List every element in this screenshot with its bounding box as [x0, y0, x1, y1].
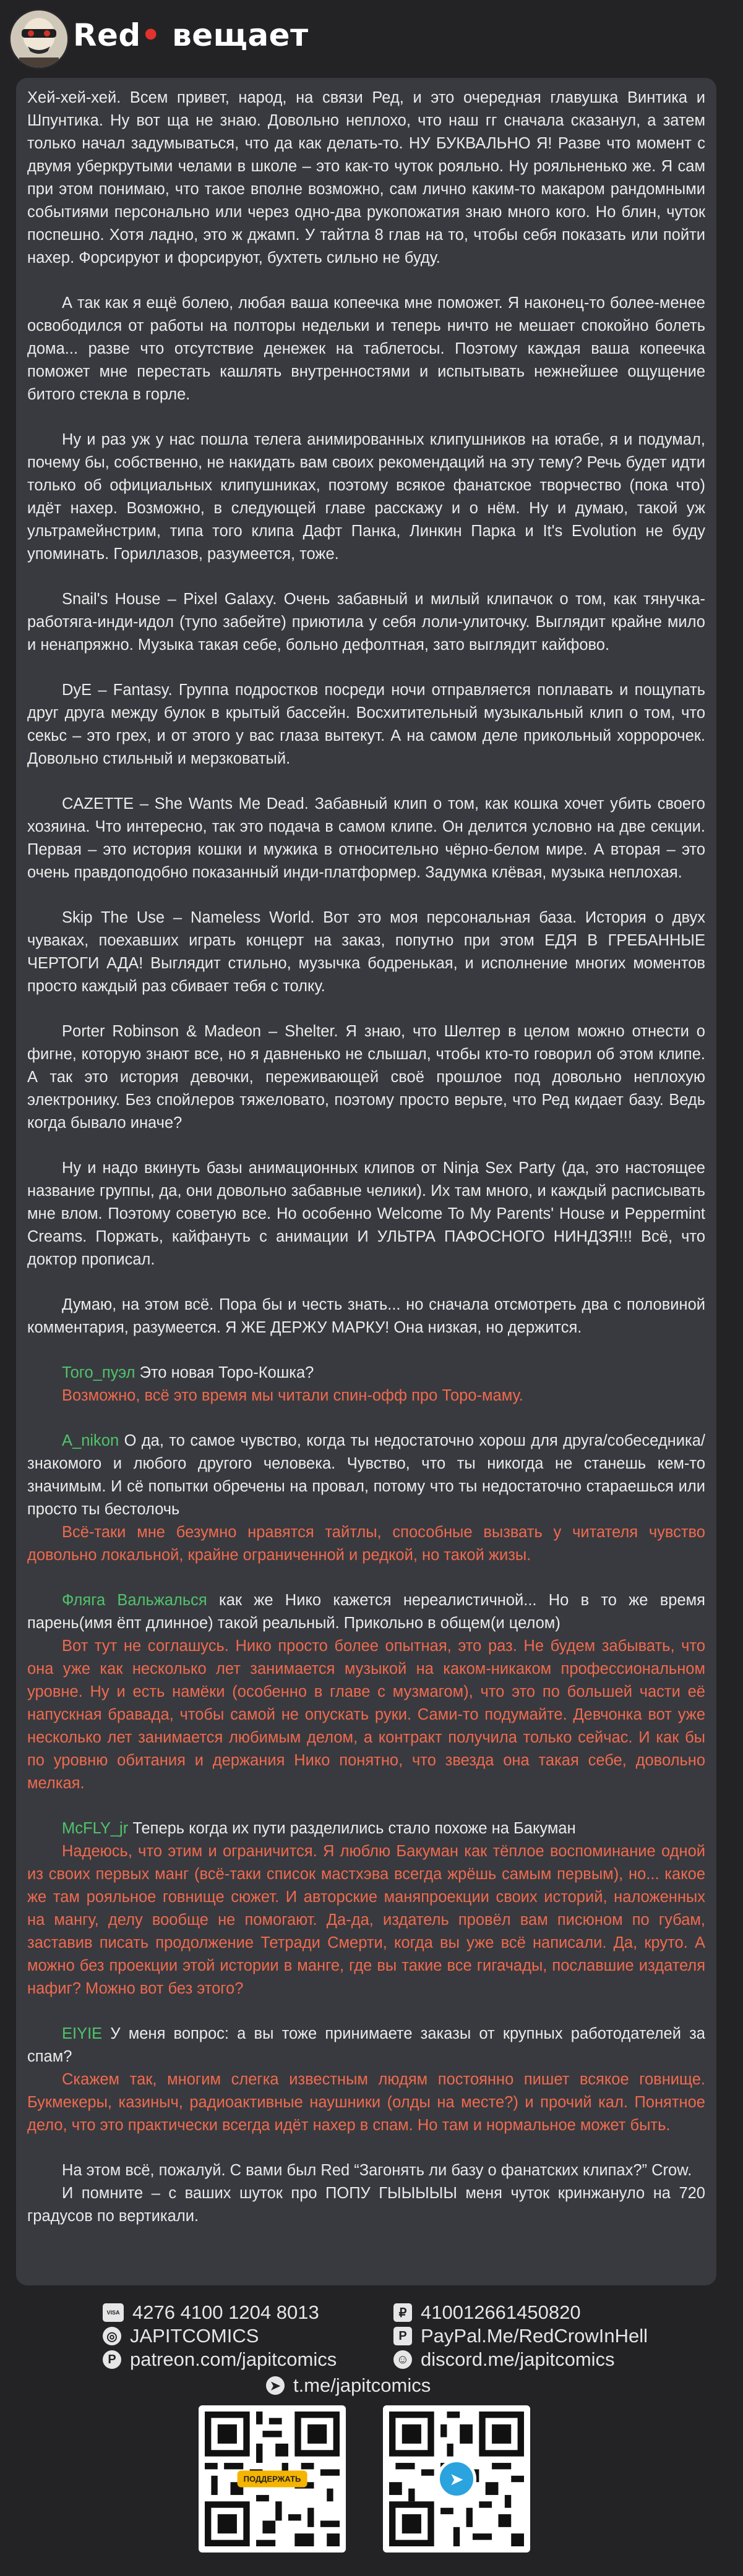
comment-answer: Возможно, всё это время мы читали спин-офф про Торо-маму.	[62, 1387, 523, 1404]
paragraph-clip-porter-robinson: Porter Robinson & Madeon – Shelter. Я знаю, что Шелтер в целом можно отнести о фигне, которую знают все, но я давненько не слышал, чтобы кто-то говорил об этом клипе. А так это история девочки, переживающей своё прошлое под довольно неплохую электронику. Без спойлеров тяжеловато, поэтому просто верьте, что Ред кидает базу. Ведь когда бывало иначе?	[27, 1023, 705, 1132]
qr-code-donate[interactable]	[199, 2405, 346, 2553]
comment-text: Теперь когда их пути разделились стало похоже на Бакуман	[132, 1820, 576, 1837]
wallet-number: 410012661450820	[421, 2301, 581, 2323]
page-header	[0, 0, 743, 73]
discord-row[interactable]	[393, 2348, 615, 2371]
paragraph-clip-ninja-sex-party: Ну и надо вкинуть базы анимационных клипов от Ninja Sex Party (да, это настоящее название группы, да, они довольно забавные челики). Их там много, и каждый расписывать мне влом. Поэтому советую все. Но особенно Welcome To My Parents' House и Peppermint Creams. Поржать, кайфануть с анимации И УЛЬТРА ПАФОСНОГО НИНДЗЯ!!! Всё, что доктор прописал.	[27, 1159, 705, 1268]
comment-question	[27, 1430, 705, 1521]
handle-text: JAPITCOMICS	[130, 2325, 259, 2347]
comment-text: У меня вопрос: а вы тоже принимаете заказы от крупных работодателей за спам?	[27, 2025, 705, 2065]
comment-block	[27, 1362, 705, 1407]
avatar	[9, 9, 69, 69]
handle-row	[103, 2325, 259, 2347]
comment-answer: Надеюсь, что этим и ограничится. Я люблю Бакуман как тёплое воспоминание одной из своих первых манг (всё-таки список мастхэва всегда жрёшь самым первым), но... какое же там рояльное говнище сюжет. И авторские маняпроекции своих историй, наложенных на мангу, делу вообще не помогают. Да-да, издатель провёл вам писюном по губам, заставив писать продолжение Тетради Смерти, когда вы уже всё написали. Да, круто. А можно без проекции этой истории в манге, где вы такие все гигачады, пославшие издателя нафиг? Можно вот без этого?	[27, 1843, 705, 1997]
paragraph-clips-intro: Ну и раз уж у нас пошла телега анимированных клипушников на ютабе, я и подумал, почему бы, собственно, не накидать вам своих рекомендаций на эту тему? Речь будет идти только об официальных клипушниках, поэтому всякое фанатское творчество (пока что) идёт нахер. Возможно, в следующей главе расскажу и о нём. Ну и думаю, такой уж ультрамейнстрим, типа того клипа Дафт Панка, Линкин Парка и It's Evolution не буду упоминать. Гориллазов, разумеется, тоже.	[27, 431, 705, 563]
comment-answer: Вот тут не соглашусь. Нико просто более опытная, это раз. Не будем забывать, что она уже как несколько лет занимается музыкой на каком-никаком профессиональном уровне. Ну и есть намёки (особенно в главе с музмагом), что это по большей части её напускная бравада, чтобы самой не опускать руки. Сами-то подумайте. Девчонка вот уже несколько лет занимается любимым делом, а контракт получила только сейчас. И как бы по уровню обитания и держания Нико понятно, что звезда она такая себе, довольно мелкая.	[27, 1637, 705, 1792]
card-number: 4276 4100 1204 8013	[132, 2301, 319, 2323]
brand-dot: •	[140, 17, 161, 53]
comment-nick[interactable]: EIYIE	[62, 2025, 103, 2042]
comment-text: как же Нико кажется нереалистичной... Но в то же время парень(имя ёпт длинное) такой реальный. Прикольно в общем(и целом)	[27, 1592, 705, 1632]
target-icon: ◎	[103, 2327, 121, 2345]
comment-nick[interactable]: Фляга Вальжалься	[62, 1592, 207, 1609]
outro-signoff: На этом всё, пожалуй. С вами был Red “Загонять ли базу о фанатских клипах?” Crow.	[62, 2162, 692, 2179]
qr-donate-badge: ПОДДЕРЖАТЬ	[238, 2471, 307, 2488]
brand-name: Red	[73, 17, 141, 53]
comment-question	[27, 2023, 705, 2068]
comment-nick[interactable]: A_nikon	[62, 1432, 119, 1449]
telegram-icon: ➤	[266, 2376, 285, 2395]
comment-block	[27, 1430, 705, 1567]
paypal-row[interactable]	[393, 2325, 648, 2347]
comment-nick[interactable]: Того_пуэл	[62, 1364, 135, 1381]
paypal-link[interactable]: PayPal.Me/RedCrowInHell	[421, 2325, 648, 2347]
comment-question	[27, 1817, 705, 1840]
paragraph-illness: А так как я ещё болею, любая ваша копеечка мне поможет. Я наконец-то более-менее освободился от работы на полторы недельки и теперь ничто не мешает спокойно болеть дома... разве что отсутствие денежек на таблетосы. Поэтому каждая ваша копеечка поможет мне перестать кашлять внутренностями и испытывать нежнейшее ощущение битого стекла в горле.	[27, 294, 705, 403]
comment-answer: Всё-таки мне безумно нравятся тайтлы, способные вызвать у читателя чувство довольно локальной, крайне ограниченной и редкой, но такой жизы.	[27, 1524, 705, 1564]
paragraph-clip-snails-house: Snail's House – Pixel Galaxy. Очень забавный и милый клипачок о том, как тянучка-работяга-инди-идол (тупо забейте) приютила у себя лоли-улиточку. Выглядит крайне мило и ненапряжно. Музыка такая себе, больно дефолтная, зато выглядит кайфово.	[27, 591, 705, 654]
paragraph-comments-intro: Думаю, на этом всё. Пора бы и честь знать... но сначала отсмотреть два с половиной комментария, разумеется. Я ЖЕ ДЕРЖУ МАРКУ! Она низкая, но держится.	[27, 1296, 705, 1336]
brand-title	[73, 14, 309, 57]
telegram-badge-icon: ➤	[437, 2459, 476, 2499]
comment-text: О да, то самое чувство, когда ты недостаточно хорош для друга/собеседника/знакомого и любого другого человека. Чувство, что ты никогда не станешь кем-то значимым. И сё попытки обречены на провал, потому что ты недостаточно стараешься или просто ты бестолочь	[27, 1432, 705, 1518]
comment-answer: Скажем так, многим слегка известным людям постоянно пишет всякое говнище. Букмекеры, казиныч, радиоактивные наушники (олды на месте?) и прочий кал. Понятное дело, что это практически всегда идёт нахер в спам. Но там и нормальное может быть.	[27, 2071, 705, 2134]
paragraph-intro: Хей-хей-хей. Всем привет, народ, на связи Ред, и это очередная главушка Винтика и Шпунтика. Ну вот ща не знаю. Довольно неплохо, что наш гг сначала сказанул, а затем только начал задумываться, что да как делать-то. НУ БУКВАЛЬНО Я! Разве что момент с двумя уберкрутыми челами в школе – это как-то чуток рояльно. Ну рояльненько же. Я сам при этом понимаю, что такое вполне возможно, сам лично каким-то макаром рандомными событиями персонально или через одно-два рукопожатия знаю много кого. Но блин, чуток поспешно. Хотя ладно, это ж джамп. У тайтла 8 глав на то, чтобы себя показать или пойти нахер. Форсируют и форсируют, бухтеть сильно не буду.	[27, 89, 705, 267]
discord-icon: ☺	[393, 2350, 412, 2369]
comment-nick[interactable]: McFLY_jr	[62, 1820, 129, 1837]
wallet-row	[393, 2301, 581, 2324]
telegram-link[interactable]: t.me/japitcomics	[293, 2374, 431, 2396]
outro-note: И помните – с ваших шуток про ПОПУ ГЫЫЫЫЫ меня чуток кринжануло на 720 градусов по вертикали.	[27, 2185, 705, 2225]
patreon-icon: P	[103, 2350, 121, 2369]
patreon-link[interactable]: patreon.com/japitcomics	[130, 2348, 337, 2370]
patreon-row[interactable]	[103, 2348, 337, 2371]
comment-text: Это новая Торо-Кошка?	[139, 1364, 314, 1381]
article-card	[16, 78, 716, 2285]
paragraph-clip-skip-the-use: Skip The Use – Nameless World. Вот это моя персональная база. История о двух чуваках, поехавших играть концерт на заказ, попутно при этом ЕДЯ В ГРЕБАННЫЕ ЧЕРТОГИ АДА! Выглядит стильно, музычка бодренькая, и исполнение многих моментов просто каждый раз сбивает тебя с толку.	[27, 909, 705, 995]
qr-code-telegram[interactable]	[383, 2405, 530, 2553]
brand-suffix: вещает	[172, 17, 309, 53]
paypal-icon: P	[393, 2327, 412, 2345]
outro	[27, 2159, 705, 2228]
comment-block	[27, 1817, 705, 2000]
telegram-row[interactable]	[266, 2374, 431, 2397]
discord-link[interactable]: discord.me/japitcomics	[421, 2348, 615, 2370]
comment-question	[27, 1589, 705, 1635]
paragraph-clip-dye: DyE – Fantasy. Группа подростков посреди ночи отправляется поплавать и пощупать друг друга между булок в крытый бассейн. Восхитительный музыкальный клип о том, что секьс – это грех, и от этого у вас глаза вытекут. А на самом деле прикольный хорророчек. Довольно стильный и мерзковатый.	[27, 681, 705, 767]
paragraph-clip-cazette: CAZETTE – She Wants Me Dead. Забавный клип о том, как кошка хочет убить своего хозяина. Что интересно, так это подача в самом клипе. Он делится условно на две секции. Первая – это история кошки и мужика в относительно чёрно-белом мире. А вторая – это очень правдоподобно показанный инди-платформер. Задумка клёвая, музыка неплохая.	[27, 795, 705, 881]
comment-block	[27, 1589, 705, 1795]
card-icon: VISA	[103, 2303, 124, 2322]
wallet-icon: ₽	[393, 2303, 412, 2322]
comment-block	[27, 2023, 705, 2137]
comment-question	[27, 1362, 705, 1384]
crow-mask-icon	[11, 11, 67, 67]
card-number-row	[103, 2301, 319, 2324]
